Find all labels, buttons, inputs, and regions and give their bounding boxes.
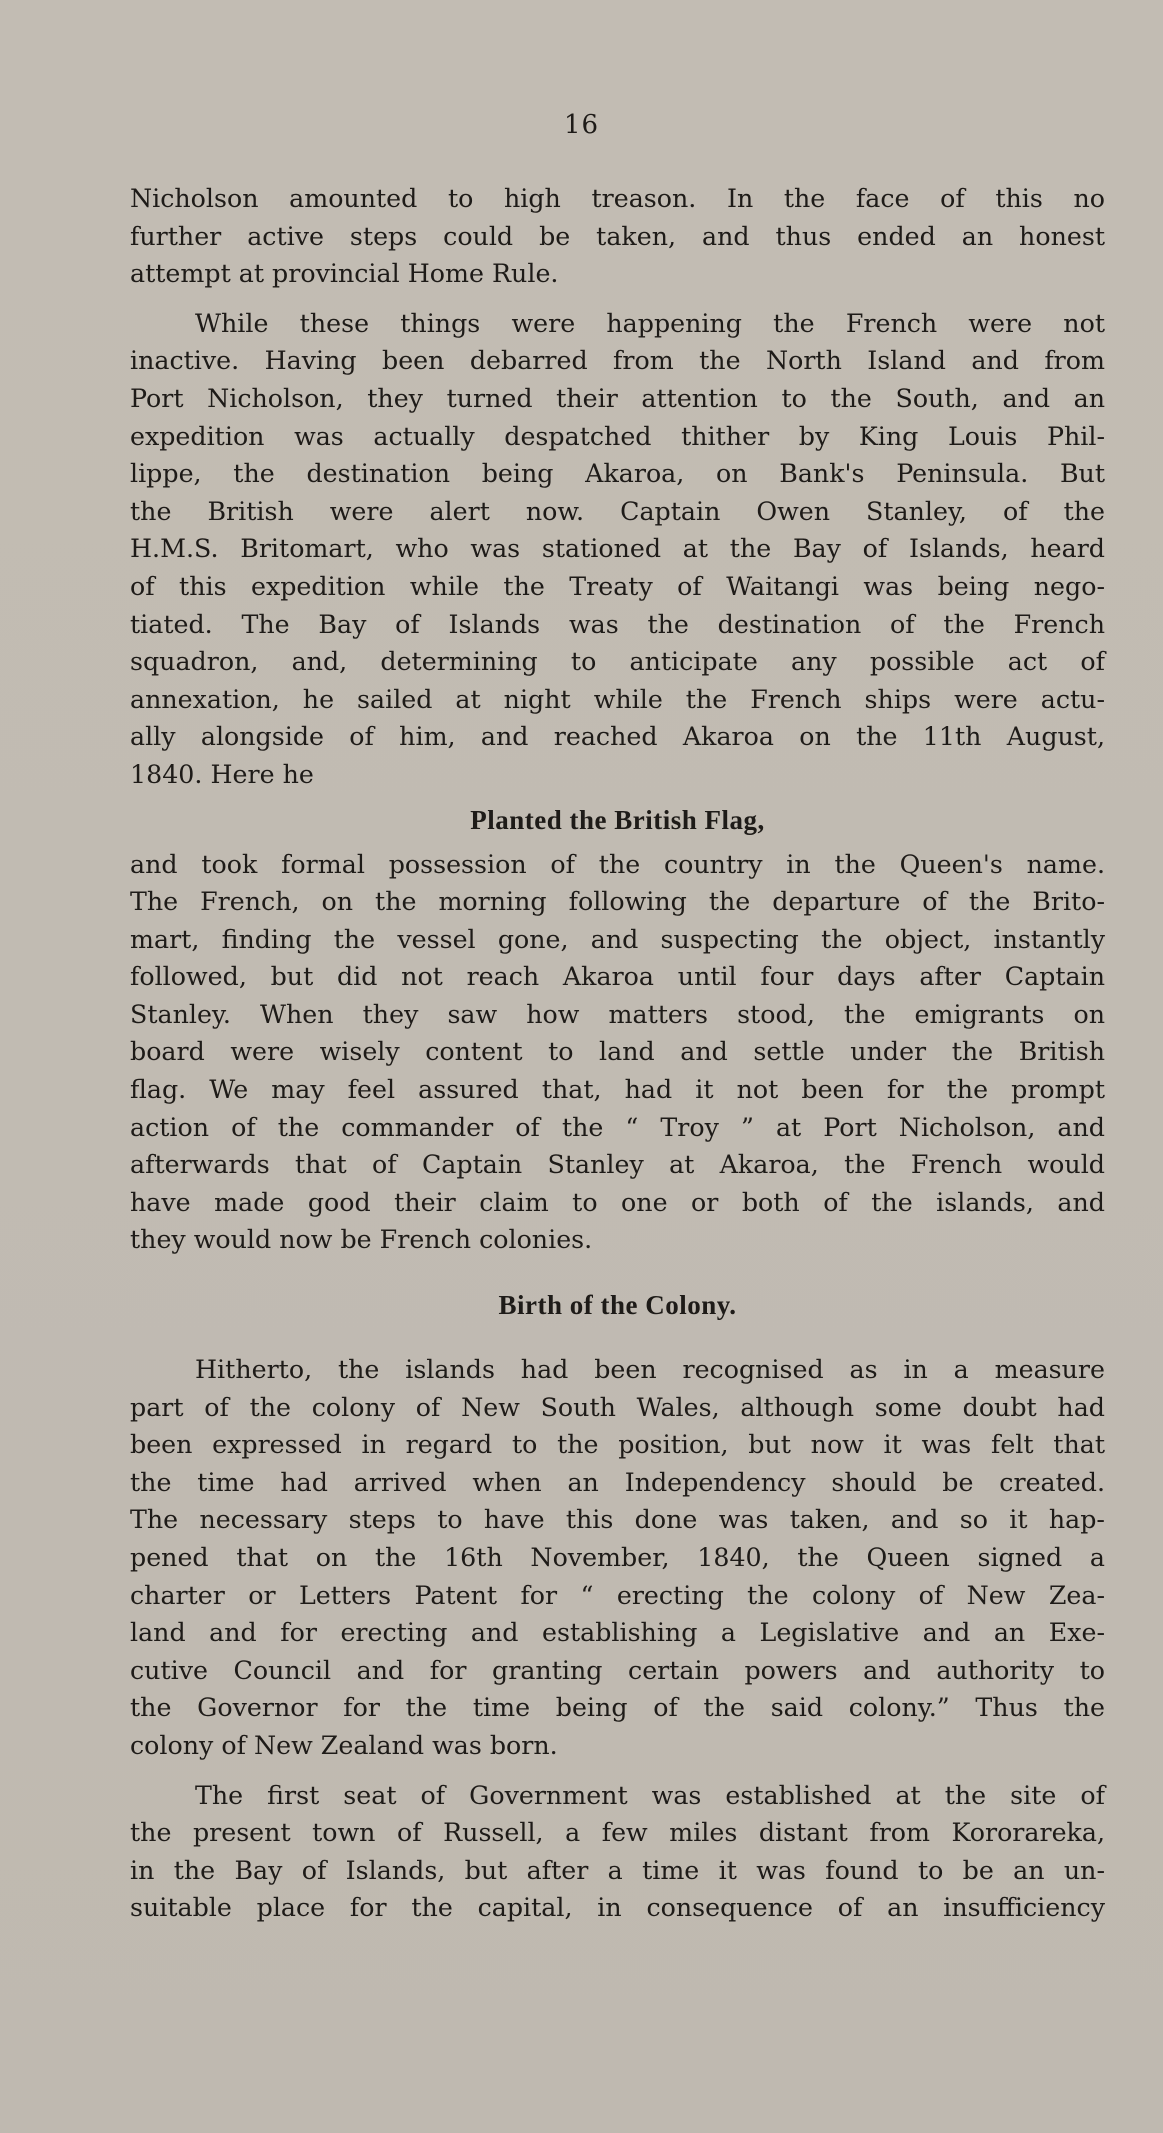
text-line: Stanley. When they saw how matters stood, the emigrants on: [130, 999, 1105, 1029]
paragraph: [130, 180, 1105, 293]
text-line: followed, but did not reach Akaroa until four days after Captain: [130, 962, 1105, 992]
text-line: H.M.S. Britomart, who was stationed at the Bay of Islands, heard: [130, 534, 1105, 564]
text-line: action of the commander of the “ Troy ” at Port Nicholson, and: [130, 1112, 1105, 1142]
section-heading: Birth of the Colony.: [498, 1290, 737, 1321]
text-line: land and for erecting and establishing a Legislative and an Exe-: [130, 1618, 1105, 1648]
text-line: expedition was actually despatched thither by King Louis Phil-: [130, 421, 1105, 451]
text-line: lippe, the destination being Akaroa, on Bank's Peninsula. But: [130, 459, 1105, 489]
section-heading: Planted the British Flag,: [470, 804, 765, 835]
text-line: squadron, and, determining to anticipate any possible act of: [130, 647, 1105, 677]
paragraph: [130, 1351, 1105, 1765]
text-line: attempt at provincial Home Rule.: [130, 259, 559, 289]
text-line: Port Nicholson, they turned their attention to the South, and an: [130, 383, 1105, 413]
text-line: been expressed in regard to the position, but now it was felt that: [130, 1430, 1105, 1460]
text-line: ally alongside of him, and reached Akaroa on the 11th August,: [130, 722, 1105, 752]
text-line: inactive. Having been debarred from the North Island and from: [130, 346, 1105, 376]
text-line: have made good their claim to one or both of the islands, and: [130, 1187, 1105, 1217]
text-line: board were wisely content to land and settle under the British: [130, 1037, 1105, 1067]
text-line: While these things were happening the French were not: [195, 308, 1105, 338]
text-line: colony of New Zealand was born.: [130, 1730, 558, 1760]
text-line: suitable place for the capital, in consequence of an insufficiency: [130, 1893, 1105, 1923]
text-line: of this expedition while the Treaty of Waitangi was being nego-: [130, 571, 1105, 601]
text-line: afterwards that of Captain Stanley at Akaroa, the French would: [130, 1150, 1105, 1180]
paragraph: [130, 305, 1105, 794]
text-line: flag. We may feel assured that, had it not been for the prompt: [130, 1075, 1105, 1105]
text-line: tiated. The Bay of Islands was the destination of the French: [130, 609, 1105, 639]
text-line: mart, finding the vessel gone, and suspecting the object, instantly: [130, 924, 1105, 954]
text-line: annexation, he sailed at night while the French ships were actu-: [130, 684, 1105, 714]
text-line: Nicholson amounted to high treason. In the face of this no: [130, 184, 1105, 213]
page-number: 16: [563, 110, 600, 140]
text-line: in the Bay of Islands, but after a time it was found to be an un-: [130, 1855, 1105, 1885]
text-line: The necessary steps to have this done was taken, and so it hap-: [130, 1505, 1105, 1535]
text-line: Hitherto, the islands had been recognised as in a measure: [195, 1355, 1105, 1385]
text-line: the present town of Russell, a few miles distant from Kororareka,: [130, 1818, 1105, 1848]
text-line: pened that on the 16th November, 1840, the Queen signed a: [130, 1543, 1105, 1572]
paragraph: [130, 1777, 1105, 1927]
text-line: the British were alert now. Captain Owen Stanley, of the: [130, 496, 1105, 526]
text-line: 1840. Here he: [130, 759, 314, 789]
text-line: The first seat of Government was established at the site of: [195, 1780, 1105, 1810]
text-line: the time had arrived when an Independency should be created.: [130, 1467, 1105, 1497]
text-line: they would now be French colonies.: [130, 1225, 593, 1255]
text-line: the Governor for the time being of the said colony.” Thus the: [130, 1693, 1105, 1723]
text-line: charter or Letters Patent for “ erecting the colony of New Zea-: [130, 1580, 1105, 1610]
text-line: and took formal possession of the country in the Queen's name.: [130, 849, 1105, 879]
text-line: part of the colony of New South Wales, although some doubt had: [130, 1392, 1105, 1422]
text-line: The French, on the morning following the departure of the Brito-: [130, 887, 1105, 917]
body-text: [130, 180, 1105, 1927]
text-line: cutive Council and for granting certain powers and authority to: [130, 1655, 1105, 1685]
text-line: further active steps could be taken, and thus ended an honest: [130, 221, 1105, 251]
paragraph: [130, 846, 1105, 1260]
